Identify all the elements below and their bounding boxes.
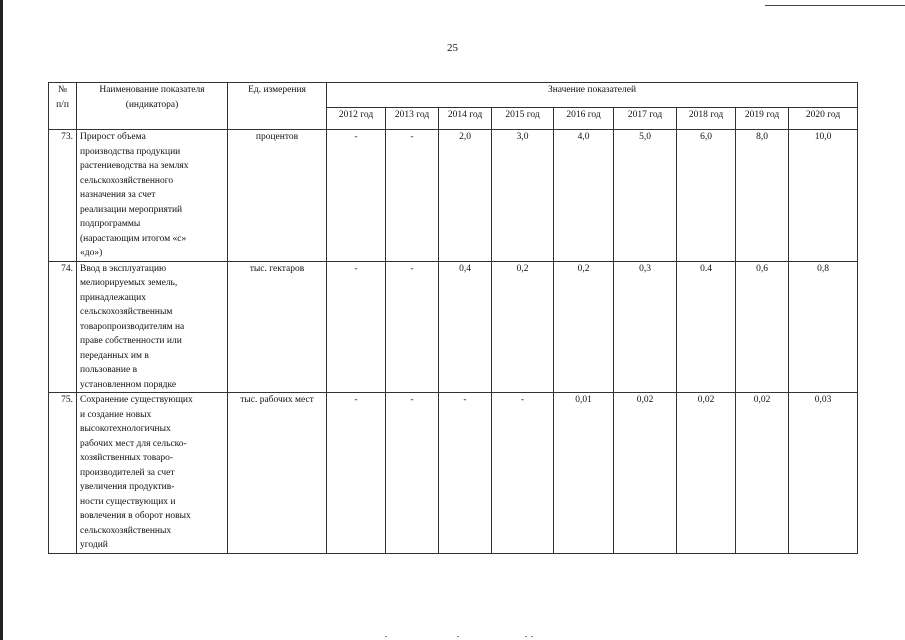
value-cell: 8,0 xyxy=(736,130,789,262)
value-cell: 0,4 xyxy=(439,261,492,393)
header-name: Наименование показателя (индикатора) xyxy=(77,83,228,130)
value-cell: - xyxy=(492,393,554,554)
value-cell: 0,6 xyxy=(736,261,789,393)
scan-specks xyxy=(385,636,545,638)
table-row xyxy=(49,261,858,393)
value-cell: 0.4 xyxy=(677,261,736,393)
header-year: 2014 год xyxy=(439,108,492,130)
value-cell: 0,8 xyxy=(789,261,858,393)
value-cell: 0,02 xyxy=(677,393,736,554)
indicators-table xyxy=(48,82,858,554)
value-cell: 0,3 xyxy=(614,261,677,393)
value-cell: - xyxy=(327,261,386,393)
value-cell: 0,2 xyxy=(554,261,614,393)
indicator-name: Сохранение существующих и создание новых высокотехнологичных рабочих мест для сельско- хозяйственных товаро- производителей за счет увеличения продуктив- ности существующих и вовлечения в оборот новых сельскохозяйственных угодий xyxy=(77,393,228,554)
value-cell: - xyxy=(439,393,492,554)
header-year: 2020 год xyxy=(789,108,858,130)
table-row xyxy=(49,393,858,554)
header-year: 2016 год xyxy=(554,108,614,130)
header-unit: Ед. измерения xyxy=(228,83,327,130)
page-number: 25 xyxy=(447,42,458,54)
indicator-name: Ввод в эксплуатацию мелиорируемых земель, принадлежащих сельскохозяйственным товаропроизводителям на праве собственности или переданных им в пользование в установленном порядке xyxy=(77,261,228,393)
row-number: 75. xyxy=(49,393,77,554)
value-cell: 0,01 xyxy=(554,393,614,554)
value-cell: 10,0 xyxy=(789,130,858,262)
row-number: 73. xyxy=(49,130,77,262)
value-cell: 5,0 xyxy=(614,130,677,262)
header-year: 2018 год xyxy=(677,108,736,130)
value-cell: - xyxy=(386,393,439,554)
header-num: № п/п xyxy=(49,83,77,130)
header-year: 2013 год xyxy=(386,108,439,130)
header-year: 2015 год xyxy=(492,108,554,130)
scan-top-rule xyxy=(765,5,905,6)
header-values: Значение показателей xyxy=(327,83,858,108)
value-cell: - xyxy=(386,130,439,262)
scan-left-edge xyxy=(0,0,3,640)
value-cell: 0,02 xyxy=(736,393,789,554)
table-row xyxy=(49,130,858,262)
header-row xyxy=(49,83,858,108)
value-cell: 0,02 xyxy=(614,393,677,554)
unit-cell: процентов xyxy=(228,130,327,262)
unit-cell: тыс. гектаров xyxy=(228,261,327,393)
header-year: 2019 год xyxy=(736,108,789,130)
value-cell: 2,0 xyxy=(439,130,492,262)
value-cell: - xyxy=(327,393,386,554)
value-cell: 0,2 xyxy=(492,261,554,393)
row-number: 74. xyxy=(49,261,77,393)
unit-cell: тыс. рабочих мест xyxy=(228,393,327,554)
header-year: 2012 год xyxy=(327,108,386,130)
value-cell: 4,0 xyxy=(554,130,614,262)
header-year: 2017 год xyxy=(614,108,677,130)
value-cell: 0,03 xyxy=(789,393,858,554)
value-cell: - xyxy=(386,261,439,393)
value-cell: 3,0 xyxy=(492,130,554,262)
value-cell: 6,0 xyxy=(677,130,736,262)
value-cell: - xyxy=(327,130,386,262)
indicator-name: Прирост объема производства продукции растениеводства на землях сельскохозяйственного назначения за счет реализации мероприятий подпрограммы (нарастающим итогом «с» «до») xyxy=(77,130,228,262)
